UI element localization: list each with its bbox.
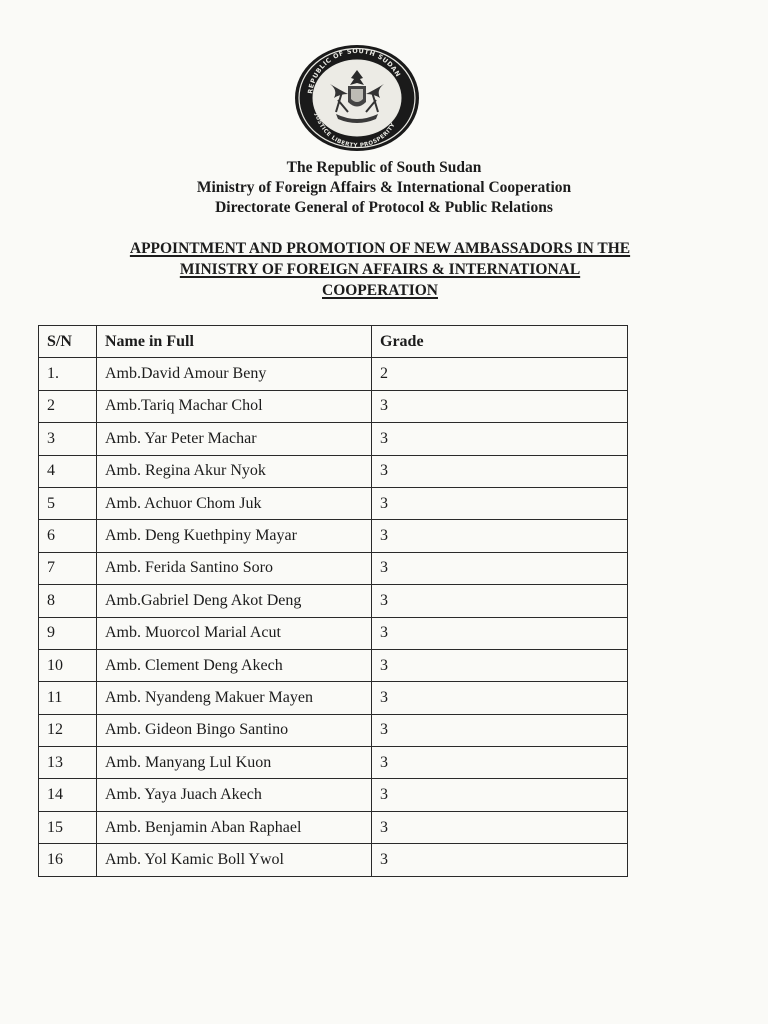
grade-cell: 3 xyxy=(372,617,628,649)
name-cell: Amb. Deng Kuethpiny Mayar xyxy=(97,520,372,552)
name-cell: Amb. Yol Kamic Boll Ywol xyxy=(97,844,372,876)
table-row xyxy=(39,487,628,519)
serial-number-cell: 7 xyxy=(39,552,97,584)
grade-cell: 3 xyxy=(372,390,628,422)
grade-cell: 3 xyxy=(372,714,628,746)
table-row xyxy=(39,844,628,876)
table-row xyxy=(39,714,628,746)
document-title xyxy=(60,238,700,301)
name-cell: Amb. Achuor Chom Juk xyxy=(97,487,372,519)
grade-cell: 3 xyxy=(372,811,628,843)
table-row xyxy=(39,520,628,552)
serial-number-cell: 14 xyxy=(39,779,97,811)
name-cell: Amb. Gideon Bingo Santino xyxy=(97,714,372,746)
column-header-name: Name in Full xyxy=(97,326,372,358)
grade-cell: 3 xyxy=(372,747,628,779)
name-cell: Amb. Regina Akur Nyok xyxy=(97,455,372,487)
serial-number-cell: 8 xyxy=(39,585,97,617)
title-line-2: MINISTRY OF FOREIGN AFFAIRS & INTERNATIONAL xyxy=(179,261,581,278)
name-cell: Amb. Yar Peter Machar xyxy=(97,423,372,455)
name-cell: Amb.Gabriel Deng Akot Deng xyxy=(97,585,372,617)
table-header-row xyxy=(39,326,628,358)
grade-cell: 3 xyxy=(372,585,628,617)
republic-name: The Republic of South Sudan xyxy=(286,159,482,176)
serial-number-cell: 12 xyxy=(39,714,97,746)
serial-number-cell: 3 xyxy=(39,423,97,455)
name-cell: Amb. Nyandeng Makuer Mayen xyxy=(97,682,372,714)
ambassadors-table xyxy=(38,325,628,877)
serial-number-cell: 2 xyxy=(39,390,97,422)
column-header-grade: Grade xyxy=(372,326,628,358)
name-cell: Amb. Muorcol Marial Acut xyxy=(97,617,372,649)
grade-cell: 3 xyxy=(372,487,628,519)
table-row xyxy=(39,423,628,455)
name-cell: Amb. Yaya Juach Akech xyxy=(97,779,372,811)
coat-of-arms-icon xyxy=(290,42,424,154)
grade-cell: 3 xyxy=(372,520,628,552)
serial-number-cell: 9 xyxy=(39,617,97,649)
grade-cell: 3 xyxy=(372,682,628,714)
name-cell: Amb.Tariq Machar Chol xyxy=(97,390,372,422)
table-row xyxy=(39,455,628,487)
svg-text:REPUBLIC OF SOUTH SUDAN: REPUBLIC OF SOUTH SUDAN xyxy=(306,46,403,95)
grade-cell: 3 xyxy=(372,844,628,876)
serial-number-cell: 15 xyxy=(39,811,97,843)
serial-number-cell: 10 xyxy=(39,649,97,681)
table-row xyxy=(39,811,628,843)
grade-cell: 3 xyxy=(372,455,628,487)
table-row xyxy=(39,585,628,617)
serial-number-cell: 16 xyxy=(39,844,97,876)
name-cell: Amb. Benjamin Aban Raphael xyxy=(97,811,372,843)
letterhead xyxy=(0,158,768,218)
ministry-name: Ministry of Foreign Affairs & International Cooperation xyxy=(196,179,572,196)
title-line-1: APPOINTMENT AND PROMOTION OF NEW AMBASSADORS IN THE xyxy=(129,240,631,257)
name-cell: Amb.David Amour Beny xyxy=(97,358,372,390)
name-cell: Amb. Manyang Lul Kuon xyxy=(97,747,372,779)
grade-cell: 3 xyxy=(372,423,628,455)
grade-cell: 2 xyxy=(372,358,628,390)
table-row xyxy=(39,779,628,811)
table-row xyxy=(39,649,628,681)
serial-number-cell: 1. xyxy=(39,358,97,390)
title-line-3: COOPERATION xyxy=(322,282,438,299)
column-header-sn: S/N xyxy=(39,326,97,358)
name-cell: Amb. Clement Deng Akech xyxy=(97,649,372,681)
table-row xyxy=(39,552,628,584)
table-row xyxy=(39,390,628,422)
svg-text:JUSTICE LIBERTY PROSPERITY: JUSTICE LIBERTY PROSPERITY xyxy=(313,112,397,150)
serial-number-cell: 13 xyxy=(39,747,97,779)
table-row xyxy=(39,358,628,390)
serial-number-cell: 4 xyxy=(39,455,97,487)
name-cell: Amb. Ferida Santino Soro xyxy=(97,552,372,584)
serial-number-cell: 11 xyxy=(39,682,97,714)
directorate-name: Directorate General of Protocol & Public Relations xyxy=(215,199,553,216)
grade-cell: 3 xyxy=(372,779,628,811)
grade-cell: 3 xyxy=(372,649,628,681)
serial-number-cell: 6 xyxy=(39,520,97,552)
table-row xyxy=(39,747,628,779)
table-row xyxy=(39,682,628,714)
table-row xyxy=(39,617,628,649)
serial-number-cell: 5 xyxy=(39,487,97,519)
grade-cell: 3 xyxy=(372,552,628,584)
